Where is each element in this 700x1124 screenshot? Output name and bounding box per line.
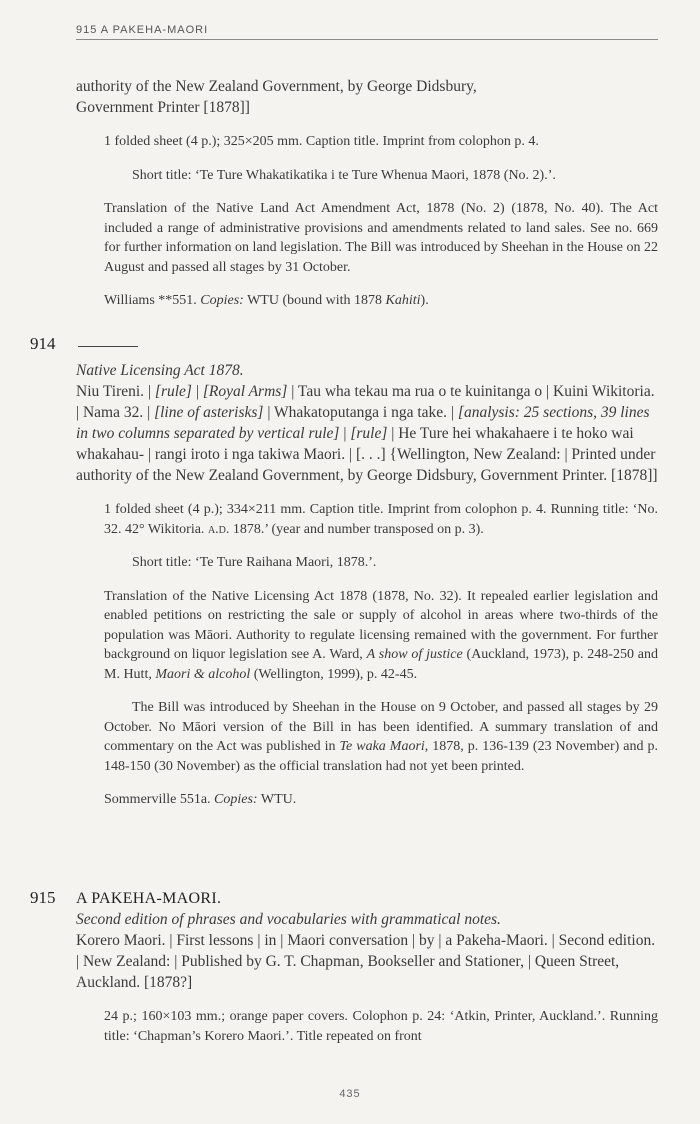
reference <box>104 790 658 810</box>
collation-smallcaps: a.d. <box>207 521 230 537</box>
note: Translation of the Native Land Act Amendment Act, 1878 (No. 2) (1878, No. 40). The Act included a range of administrative provisions and amendments related to land sales. See no. 669 for further information on land legislation. The Bill was introduced by Sheehan in the House on 22 August and passed all stages by 31 October. <box>104 201 658 275</box>
imprint-line: authority of the New Zealand Government, by George Didsbury, <box>76 78 477 95</box>
transcription-italic: [analysis: 25 sections, 39 lines in two columns separated by vertical rule] <box>76 404 650 442</box>
copies-text: WTU. <box>260 792 297 807</box>
note-italic: Maori & alcohol <box>155 666 251 682</box>
note-italic: Te waka Maori <box>339 739 425 754</box>
transcription-italic: [Royal Arms] <box>202 383 288 400</box>
copies-end: ). <box>420 293 429 308</box>
note-italic: A show of justice <box>366 647 463 662</box>
copies-label: Copies: <box>214 792 258 807</box>
transcription-part: | <box>339 425 351 442</box>
transcription-part: | Tau wha tekau ma rua o te kuinitanga o | Kuini Wikitoria. | Nama 32. | <box>76 383 655 421</box>
transcription-italic: [line of asterisks] <box>154 404 264 421</box>
entry-title: Native Licensing Act 1878. <box>76 362 244 379</box>
transcription-italic: [rule] <box>350 425 388 442</box>
entry-913-continuation <box>76 76 658 325</box>
entry-number: 915 <box>30 888 56 907</box>
entry-number: 914 <box>30 334 56 353</box>
running-head: 915 A PAKEHA-MAORI <box>76 24 658 40</box>
page-number: 435 <box>339 1088 361 1100</box>
note-part: Translation of the Native Licensing Act 1878 (1878, No. 32). It repealed earlier legislation and enabled petitions on restricting the sale or supply of alcohol in areas where two-thirds of the population was Māori. Authority to regulate licensing remained with the government. For further background on liquor legislation see A. Ward, <box>104 588 658 662</box>
transcription-part: Niu Tireni. | <box>76 383 155 400</box>
collation: 1 folded sheet (4 p.); 325×205 mm. Caption title. Imprint from colophon p. 4. <box>104 134 539 149</box>
title-transcription <box>76 381 658 486</box>
note-part: (Wellington, 1999), p. 42-45. <box>253 666 418 682</box>
collation <box>104 500 658 539</box>
ref-text: Sommerville 551a. <box>104 792 211 807</box>
entry-rule <box>78 346 138 347</box>
entry-915 <box>76 888 658 1060</box>
note-part: The Bill was introduced by Sheehan in the House on 9 October, and passed all stages by 29 October. No Māori version of the Bill in has been identified. A summary translation of and commentary on the Act was published in <box>104 700 658 754</box>
collation-end: 1878.’ (year and number transposed on p. 3). <box>232 521 484 537</box>
note-part: (Auckland, 1973), p. 248-250 and M. Hutt, <box>104 647 659 682</box>
transcription-part: | Whakatoputanga i nga take. | <box>263 404 458 421</box>
copies-text: WTU (bound with 1878 <box>247 293 383 308</box>
short-title: Short title: ‘Te Ture Whakatikatika i te Ture Whenua Maori, 1878 (No. 2).’. <box>132 167 556 183</box>
copies-italic: Kahiti <box>385 293 421 308</box>
note <box>104 587 658 685</box>
transcription-part: | He Ture hei whakahaere i te hoko wai whakahau- | rangi iroto i nga takiwa Maori. | [. . .] {Wellington, New Zealand: | Printed under authority of the New Zealand Government, by George Didsbury, Government Printer. [1878]] <box>76 425 658 484</box>
note <box>104 698 658 776</box>
transcription-part: | <box>191 383 203 400</box>
entry-title: Second edition of phrases and vocabularies with grammatical notes. <box>76 911 501 928</box>
note-part: , 1878, p. 136-139 (23 November) and p. 148-150 (30 November) as the official translation had not yet been printed. <box>104 739 658 774</box>
entry-914 <box>76 360 658 824</box>
ref-text: Williams **551. <box>104 293 197 308</box>
collation-text: 1 folded sheet (4 p.); 334×211 mm. Caption title. Imprint from colophon p. 4. Running title: ‘No. 32. 42° Wikitoria. <box>104 502 658 537</box>
copies-label: Copies: <box>200 293 244 308</box>
reference <box>104 291 658 311</box>
transcription-italic: [rule] <box>154 383 192 400</box>
collation: 24 p.; 160×103 mm.; orange paper covers. Colophon p. 24: ‘Atkin, Printer, Auckland.’. Running title: ‘Chapman’s Korero Maori.’. Title repeated on front <box>104 1009 658 1044</box>
imprint-line: Government Printer [1878]] <box>76 99 250 116</box>
entry-author: A PAKEHA-MAORI. <box>76 890 222 907</box>
title-transcription: Korero Maori. | First lessons | in | Maori conversation | by | a Pakeha-Maori. | Second edition. | New Zealand: | Published by G. T. Chapman, Bookseller and Stationer, | Queen Street, Auckland. [1878?] <box>76 932 656 991</box>
short-title: Short title: ‘Te Ture Raihana Maori, 1878.’. <box>132 555 377 570</box>
